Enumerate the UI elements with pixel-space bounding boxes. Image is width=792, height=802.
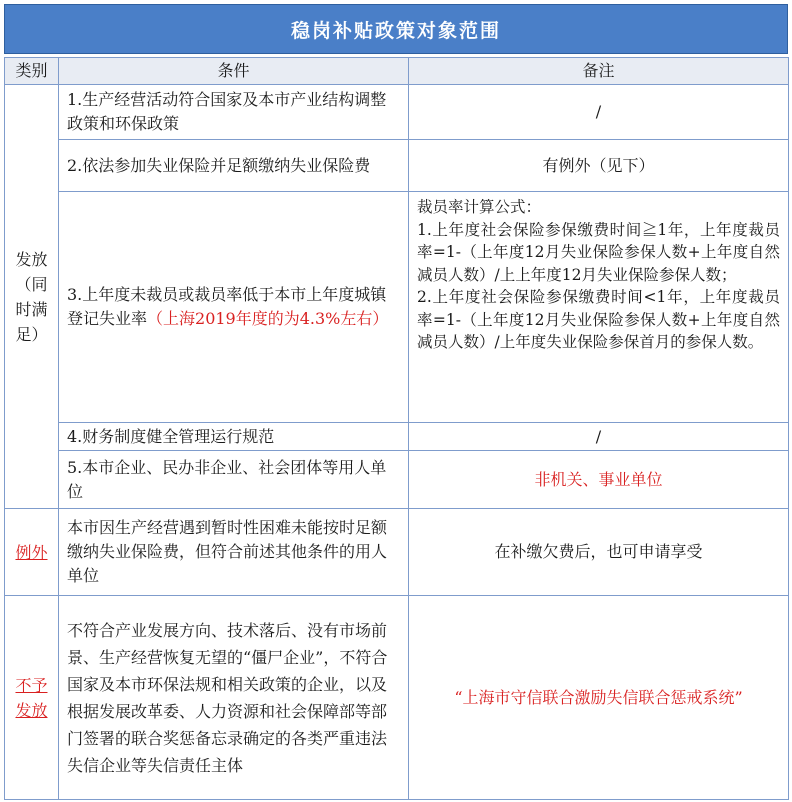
- header-condition: 条件: [59, 58, 409, 85]
- note-cell: 非机关、事业单位: [409, 451, 789, 509]
- formula-heading: 裁员率计算公式：: [417, 198, 542, 216]
- category-deny: [5, 596, 59, 800]
- condition-cell: [59, 192, 409, 423]
- condition-highlight: （上海2019年度的为4.3%左右）: [147, 309, 389, 328]
- condition-text: 3.上年度未裁员或裁员率低于本市上年度城镇登记失业率: [67, 285, 387, 328]
- table-title: 稳岗补贴政策对象范围: [4, 4, 788, 54]
- policy-table: [4, 57, 789, 800]
- category-grant-line: 足）: [15, 324, 48, 344]
- table-row: [5, 451, 789, 509]
- condition-cell: 不符合产业发展方向、技术落后、没有市场前景、生产经营恢复无望的“僵尸企业”，不符合国家及本市环保法规和相关政策的企业，以及根据发展改革委、人力资源和社会保障部等部门签署的联合奖惩备忘录确定的各类严重违法失信企业等失信责任主体: [59, 596, 409, 800]
- category-deny-line: 不予: [15, 675, 48, 695]
- condition-cell: 本市因生产经营遇到暂时性困难未能按时足额缴纳失业保险费，但符合前述其他条件的用人单位: [59, 509, 409, 596]
- table-row: [5, 509, 789, 596]
- table-row: [5, 596, 789, 800]
- category-exception-label: 例外: [15, 542, 48, 562]
- table-row: [5, 140, 789, 192]
- category-grant-line: 时满: [15, 299, 48, 319]
- category-deny-line: 发放: [15, 700, 48, 720]
- note-cell: /: [409, 423, 789, 451]
- category-grant-line: 发放（同: [15, 249, 48, 294]
- formula-note-cell: [409, 192, 789, 423]
- formula-rule: 1.上年度社会保险参保缴费时间≧1年，上年度裁员率=1-（上年度12月失业保险参保人数+上年度自然减员人数）/上上年度12月失业保险参保人数；: [417, 220, 780, 284]
- condition-cell: 5.本市企业、民办非企业、社会团体等用人单位: [59, 451, 409, 509]
- table-row: [5, 85, 789, 140]
- table-row: [5, 192, 789, 423]
- category-exception: [5, 509, 59, 596]
- category-grant: [5, 85, 59, 509]
- condition-cell: 1.生产经营活动符合国家及本市产业结构调整政策和环保政策: [59, 85, 409, 140]
- policy-document: [4, 4, 788, 798]
- note-cell: 有例外（见下）: [409, 140, 789, 192]
- header-row: [5, 58, 789, 85]
- note-cell: “上海市守信联合激励失信联合惩戒系统”: [409, 596, 789, 800]
- condition-cell: 2.依法参加失业保险并足额缴纳失业保险费: [59, 140, 409, 192]
- condition-cell: 4.财务制度健全管理运行规范: [59, 423, 409, 451]
- header-category: 类别: [5, 58, 59, 85]
- table-row: [5, 423, 789, 451]
- note-cell: /: [409, 85, 789, 140]
- header-note: 备注: [409, 58, 789, 85]
- note-cell: 在补缴欠费后，也可申请享受: [409, 509, 789, 596]
- formula-rule: 2.上年度社会保险参保缴费时间<1年，上年度裁员率=1-（上年度12月失业保险参保人数+上年度自然减员人数）/上年度失业保险参保首月的参保人数。: [417, 288, 780, 351]
